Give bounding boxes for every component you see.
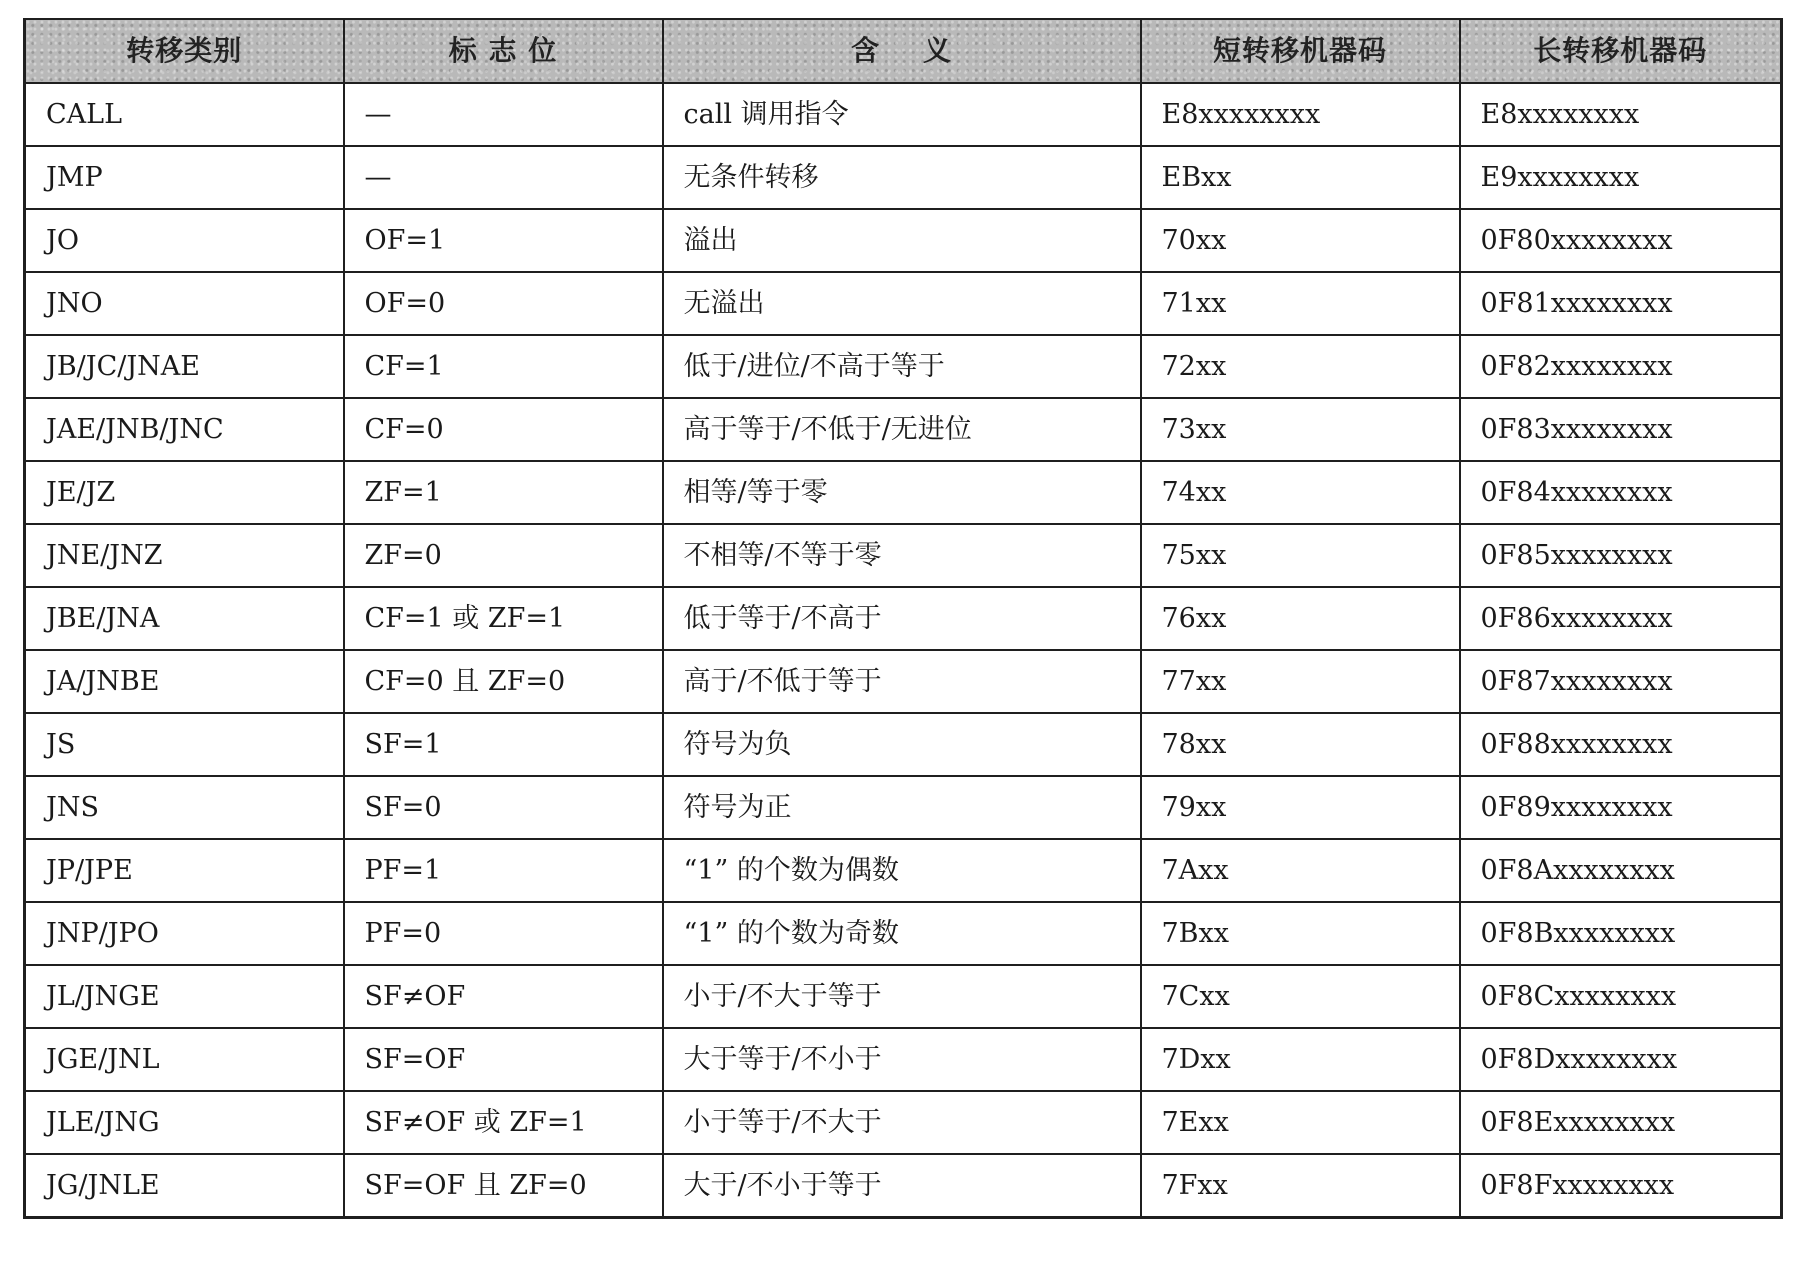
cell-short-opcode: EBxx [1141,146,1460,209]
cell-short-opcode: 73xx [1141,398,1460,461]
cell-long-opcode: 0F8Dxxxxxxxx [1460,1028,1782,1091]
cell-meaning: call 调用指令 [663,83,1141,146]
cell-short-opcode: 76xx [1141,587,1460,650]
table-body [25,83,1782,1218]
cell-long-opcode: 0F8Axxxxxxxx [1460,839,1782,902]
table-header-row [25,19,1782,83]
cell-meaning: 无溢出 [663,272,1141,335]
cell-short-opcode: 70xx [1141,209,1460,272]
cell-long-opcode: 0F86xxxxxxxx [1460,587,1782,650]
cell-jump-category: JMP [25,146,344,209]
cell-jump-category: JG/JNLE [25,1154,344,1218]
cell-meaning: 不相等/不等于零 [663,524,1141,587]
cell-short-opcode: 7Fxx [1141,1154,1460,1218]
table-row [25,209,1782,272]
table-row [25,587,1782,650]
cell-jump-category: JLE/JNG [25,1091,344,1154]
cell-meaning: 高于/不低于等于 [663,650,1141,713]
table-row [25,1091,1782,1154]
cell-meaning: 符号为正 [663,776,1141,839]
cell-short-opcode: 79xx [1141,776,1460,839]
cell-meaning: 高于等于/不低于/无进位 [663,398,1141,461]
table-row [25,524,1782,587]
cell-flag-bits: SF≠OF 或 ZF=1 [344,1091,663,1154]
cell-meaning: “1” 的个数为奇数 [663,902,1141,965]
table-row [25,398,1782,461]
cell-flag-bits: SF=OF [344,1028,663,1091]
cell-meaning: 小于等于/不大于 [663,1091,1141,1154]
cell-flag-bits: CF=0 [344,398,663,461]
header-jump-category: 转移类别 [25,19,344,83]
cell-meaning: 相等/等于零 [663,461,1141,524]
header-meaning: 含 义 [663,19,1141,83]
cell-flag-bits: SF≠OF [344,965,663,1028]
cell-long-opcode: 0F83xxxxxxxx [1460,398,1782,461]
cell-short-opcode: E8xxxxxxxx [1141,83,1460,146]
table-row [25,839,1782,902]
cell-meaning: 低于等于/不高于 [663,587,1141,650]
cell-short-opcode: 71xx [1141,272,1460,335]
cell-jump-category: JNE/JNZ [25,524,344,587]
cell-short-opcode: 7Bxx [1141,902,1460,965]
table-row [25,965,1782,1028]
cell-meaning: 大于等于/不小于 [663,1028,1141,1091]
header-flag-bits: 标 志 位 [344,19,663,83]
cell-flag-bits: ZF=1 [344,461,663,524]
cell-long-opcode: 0F8Fxxxxxxxx [1460,1154,1782,1218]
cell-meaning: 溢出 [663,209,1141,272]
cell-flag-bits: PF=1 [344,839,663,902]
cell-jump-category: JNS [25,776,344,839]
table-row [25,1154,1782,1218]
cell-long-opcode: 0F85xxxxxxxx [1460,524,1782,587]
document-page [23,18,1780,1219]
cell-short-opcode: 77xx [1141,650,1460,713]
cell-long-opcode: 0F82xxxxxxxx [1460,335,1782,398]
cell-meaning: “1” 的个数为偶数 [663,839,1141,902]
cell-long-opcode: 0F8Exxxxxxxx [1460,1091,1782,1154]
table-row [25,902,1782,965]
cell-jump-category: JA/JNBE [25,650,344,713]
cell-flag-bits: CF=1 或 ZF=1 [344,587,663,650]
cell-long-opcode: 0F88xxxxxxxx [1460,713,1782,776]
cell-meaning: 小于/不大于等于 [663,965,1141,1028]
cell-jump-category: JGE/JNL [25,1028,344,1091]
cell-short-opcode: 75xx [1141,524,1460,587]
cell-long-opcode: 0F80xxxxxxxx [1460,209,1782,272]
table-row [25,776,1782,839]
cell-short-opcode: 7Cxx [1141,965,1460,1028]
cell-flag-bits: OF=0 [344,272,663,335]
cell-meaning: 无条件转移 [663,146,1141,209]
table-row [25,461,1782,524]
table-row [25,83,1782,146]
cell-long-opcode: 0F8Cxxxxxxxx [1460,965,1782,1028]
cell-meaning: 大于/不小于等于 [663,1154,1141,1218]
cell-flag-bits: — [344,83,663,146]
jump-instruction-table [23,18,1783,1219]
cell-meaning: 符号为负 [663,713,1141,776]
cell-long-opcode: E9xxxxxxxx [1460,146,1782,209]
table-row [25,272,1782,335]
cell-flag-bits: PF=0 [344,902,663,965]
cell-long-opcode: 0F81xxxxxxxx [1460,272,1782,335]
cell-jump-category: JO [25,209,344,272]
cell-meaning: 低于/进位/不高于等于 [663,335,1141,398]
cell-flag-bits: SF=1 [344,713,663,776]
cell-long-opcode: 0F89xxxxxxxx [1460,776,1782,839]
cell-flag-bits: CF=1 [344,335,663,398]
cell-jump-category: JP/JPE [25,839,344,902]
cell-flag-bits: CF=0 且 ZF=0 [344,650,663,713]
cell-jump-category: JB/JC/JNAE [25,335,344,398]
cell-jump-category: JE/JZ [25,461,344,524]
cell-jump-category: JBE/JNA [25,587,344,650]
header-short-opcode: 短转移机器码 [1141,19,1460,83]
cell-flag-bits: OF=1 [344,209,663,272]
table-row [25,146,1782,209]
cell-flag-bits: SF=OF 且 ZF=0 [344,1154,663,1218]
cell-flag-bits: ZF=0 [344,524,663,587]
cell-short-opcode: 74xx [1141,461,1460,524]
cell-jump-category: JS [25,713,344,776]
cell-jump-category: JL/JNGE [25,965,344,1028]
cell-flag-bits: — [344,146,663,209]
cell-jump-category: JNP/JPO [25,902,344,965]
table-row [25,650,1782,713]
header-long-opcode: 长转移机器码 [1460,19,1782,83]
cell-short-opcode: 7Exx [1141,1091,1460,1154]
cell-short-opcode: 72xx [1141,335,1460,398]
table-row [25,713,1782,776]
cell-short-opcode: 7Dxx [1141,1028,1460,1091]
table-row [25,1028,1782,1091]
cell-long-opcode: E8xxxxxxxx [1460,83,1782,146]
cell-jump-category: JNO [25,272,344,335]
cell-long-opcode: 0F84xxxxxxxx [1460,461,1782,524]
cell-short-opcode: 78xx [1141,713,1460,776]
table-row [25,335,1782,398]
cell-jump-category: CALL [25,83,344,146]
cell-short-opcode: 7Axx [1141,839,1460,902]
cell-long-opcode: 0F87xxxxxxxx [1460,650,1782,713]
cell-long-opcode: 0F8Bxxxxxxxx [1460,902,1782,965]
cell-flag-bits: SF=0 [344,776,663,839]
cell-jump-category: JAE/JNB/JNC [25,398,344,461]
